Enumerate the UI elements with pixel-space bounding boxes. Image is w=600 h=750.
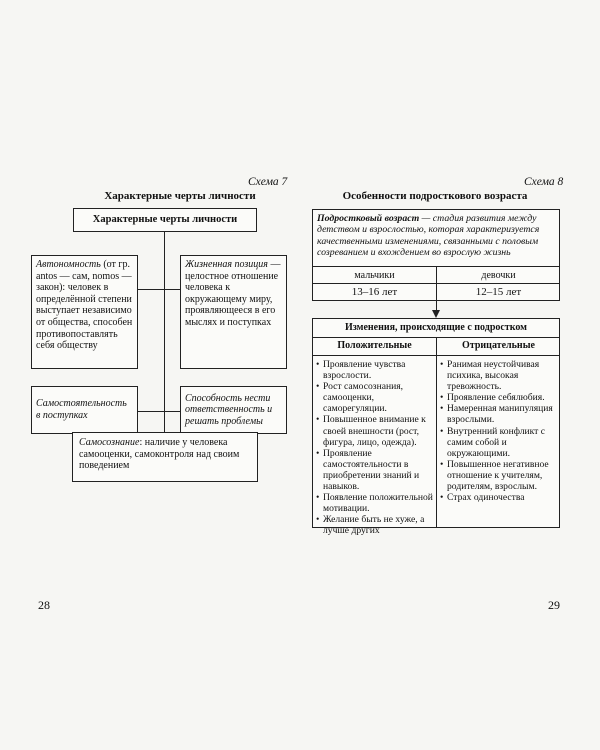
negative-list bbox=[440, 359, 557, 503]
right-page-title: Особенности подросткового возраста bbox=[342, 190, 528, 202]
self-awareness-box bbox=[72, 432, 258, 482]
left-page-title: Характерные черты личности bbox=[104, 190, 256, 202]
positive-item: • Рост самосознания, самооценки, саморегуляции. bbox=[316, 381, 433, 414]
negative-item: • Внутренний конфликт с самим собой и окружающими. bbox=[440, 426, 557, 459]
negative-item: • Проявление себялюбия. bbox=[440, 392, 557, 403]
girls-label: девочки bbox=[481, 270, 516, 281]
age-definition-text: — стадия развития между детством и взрослостью, которая характеризуется качественными изменениями, связанными с половым созреванием и вхождением во взрослую жизнь bbox=[317, 213, 540, 259]
top-traits-box bbox=[73, 208, 257, 232]
autonomy-text: (от гр. antos — сам, nomos — закон): человек в определённой степени выступает независимо от общества, способен противопоставлять себя обществу bbox=[36, 259, 133, 352]
arrow-down-icon bbox=[432, 310, 440, 318]
connector-trunk bbox=[164, 232, 165, 432]
autonomy-term: Автономность bbox=[36, 259, 101, 270]
page-number-left: 28 bbox=[38, 598, 50, 612]
top-traits-text: Характерные черты личности bbox=[92, 214, 238, 225]
life-position-term: Жизненная позиция bbox=[185, 259, 268, 270]
scheme-8-label: Схема 8 bbox=[524, 176, 564, 188]
boys-label: мальчики bbox=[354, 270, 395, 281]
positive-item: • Проявление чувства взрослости. bbox=[316, 359, 433, 381]
positive-item: • Проявление самостоятельности в приобретении знаний и навыков. bbox=[316, 448, 433, 492]
changes-column-divider bbox=[436, 337, 437, 528]
negative-header: Отрицательные bbox=[462, 340, 535, 351]
page-number-right: 29 bbox=[548, 598, 560, 612]
independence-box bbox=[31, 386, 138, 434]
changes-box bbox=[312, 318, 560, 537]
negative-item: • Намеренная манипуляция взрослыми. bbox=[440, 403, 557, 425]
gender-divider-h bbox=[313, 283, 559, 284]
life-position-box bbox=[180, 255, 287, 369]
age-definition-term: Подростковый возраст bbox=[317, 213, 420, 224]
independence-text: Самостоятельность в поступках bbox=[36, 398, 127, 421]
positive-item: • Повышенное внимание к своей внешности (рост, фигура, лицо, одежда). bbox=[316, 414, 433, 447]
connector-autonomy bbox=[138, 289, 180, 290]
girls-age: 12–15 лет bbox=[475, 286, 522, 298]
negative-item: • Ранимая неустойчивая психика, высокая тревожность. bbox=[440, 359, 557, 392]
boys-age: 13–16 лет bbox=[351, 286, 398, 298]
scheme-7-label: Схема 7 bbox=[248, 176, 288, 188]
changes-title: Изменения, происходящие с подростком bbox=[344, 322, 527, 333]
responsibility-text: Способность нести ответственность и решать проблемы bbox=[185, 392, 273, 427]
positive-header: Положительные bbox=[337, 340, 412, 351]
positive-list bbox=[316, 359, 433, 537]
negative-item: • Повышенное негативное отношение к учителям, родителям, взрослым. bbox=[440, 459, 557, 492]
positive-item: • Появление положительной мотивации. bbox=[316, 492, 433, 514]
self-awareness-text: : наличие у человека самооценки, самоконтроля над своим поведением bbox=[79, 437, 240, 472]
self-awareness-term: Самосознание bbox=[79, 437, 140, 448]
age-definition-box bbox=[312, 209, 560, 301]
age-definition bbox=[313, 210, 559, 258]
positive-item: • Желание быть не хуже, а лучше других bbox=[316, 514, 433, 536]
negative-item: • Страх одиночества bbox=[440, 492, 557, 503]
life-position-text: — целостное отношение человека к окружающему миру, проявляющееся в его мыслях и поступках bbox=[185, 259, 281, 328]
autonomy-box bbox=[31, 255, 138, 369]
responsibility-box bbox=[180, 386, 287, 434]
connector-independence bbox=[138, 411, 180, 412]
